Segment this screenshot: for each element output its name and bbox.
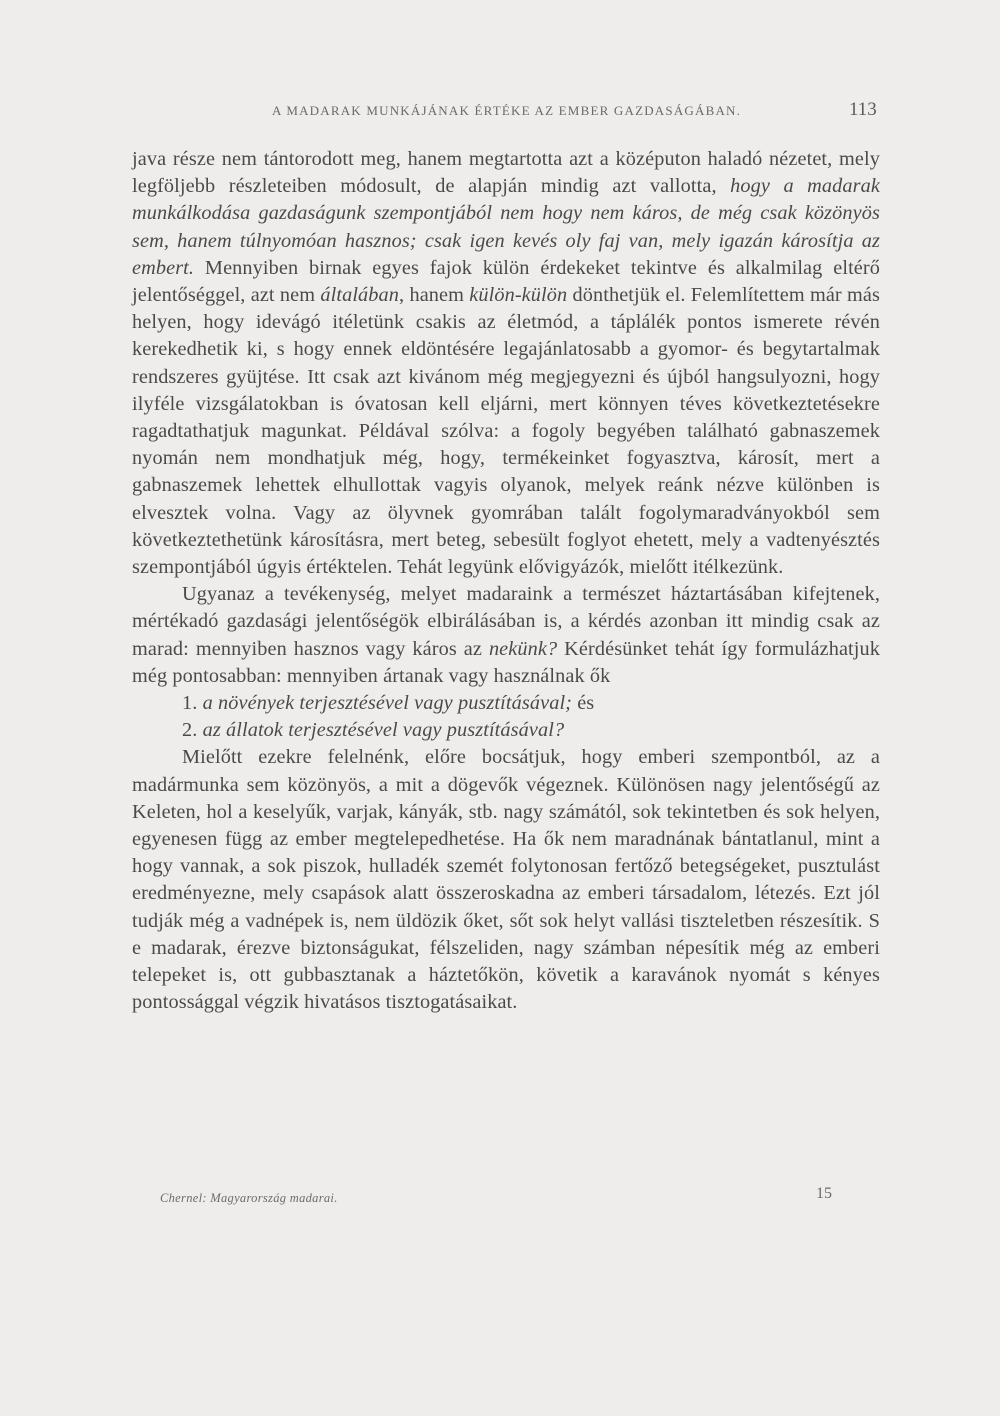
list-item-2 — [132, 717, 880, 744]
list-item-1 — [132, 690, 880, 717]
list-number: 1. — [182, 692, 198, 715]
footnote: Chernel: Magyarország madarai. — [160, 1191, 338, 1205]
text-run: Kérdésünket tehát így formulázhatjuk még pontosabban: mennyiben ártanak vagy használnak ők — [132, 637, 880, 687]
text-run: dönthetjük el. Felemlítettem már más helyen, hogy idevágó itéletünk csakis az életmód, a táplálék pontos ismerete révén kerekedhetik ki, s hogy ennek eldöntésére legajánlatosabb a gyomor- és begytartalmak rendszeres gyüjtése. Itt csak azt kivánom még megjegyezni és újból hangsulyozni, hogy ilyféle vizsgálatokban is óvatosan kell eljárni, mert könnyen téves következtetésekre ragadtathatjuk magunkat. Példával szólva: a fogoly begyében található gabnaszemek nyomán nem mondhatjuk még, hogy, termékeinket fogyasztva, károsít, mert a gabnaszemek lehettek elhullottak vagyis olyanok, melyek reánk nézve különben is elvesztek volna. Vagy az ölyvnek gyomrában talált fogolymaradványokból sem következtethetünk károsításra, mert beteg, sebesült foglyot ehetett, mely a vadtenyésztés szempontjából úgyis értéktelen. Tehát legyünk elővigyázók, mielőtt itélkezünk. — [132, 284, 880, 579]
page-number: 113 — [849, 99, 877, 120]
text-run: Ugyanaz a tevékenység, melyet madaraink a természet háztartásában kifejtenek, mértékadó gazdasági jelentőségök elbirálásában is, a kérdés azonban itt mindig csak az marad: mennyiben hasznos vagy káros az — [132, 583, 880, 660]
running-title: A MADARAK MUNKÁJÁNAK ÉRTÉKE AZ EMBER GAZDASÁGÁBAN. — [272, 103, 742, 118]
text-run: Mennyiben birnak egyes fajok külön érdekeket tekintve és alkalmilag eltérő jelentőséggel, azt nem — [132, 256, 880, 307]
text-run: java része nem tántorodott meg, hanem megtartotta azt a középuton haladó nézetet, mely legföljebb részleteiben módosult, de alapján mindig azt vallotta, — [132, 148, 880, 198]
list-item-text: a növények terjesztésével vagy pusztításával; — [202, 692, 573, 715]
paragraph-2 — [132, 581, 880, 690]
paragraph-1 — [132, 146, 880, 581]
signature-mark: 15 — [816, 1185, 832, 1202]
emphasis-run: hogy a madarak munkálkodása gazdaságunk szempontjából nem hogy nem káros, de még csak közönyös sem, hanem túlnyomóan hasznos; csak igen kevés oly faj van, mely igazán károsítja az embert. — [132, 175, 880, 279]
emphasis-run: nekünk? — [488, 637, 558, 660]
emphasis-run: általában — [320, 284, 400, 307]
list-item-text: az állatok terjesztésével vagy pusztításával? — [202, 719, 565, 742]
paragraph-3: Mielőtt ezekre felelnénk, előre bocsátjuk, hogy emberi szempontból, az a madármunka sem közönyös, a mit a dögevők végeznek. Különösen nagy jelentőségű az Keleten, hol a keselyűk, varjak, kányák, stb. nagy számától, sok tekintetben és sok helyen, egyenesen függ az ember megtelepedhetése. Ha ők nem maradnának bántatlanul, mint a hogy vannak, a sok piszok, hulladék szemét folytonosan fertőző betegségeket, pusztulást eredményezne, mely csapások alatt összeroskadna az emberi társadalom, létezés. Ezt jól tudják még a vadnépek is, nem üldözik őket, sőt sok helyt vallási tiszteletben részesítik. S e madarak, érezve biztonságukat, félszeliden, nagy számban népesítik még az emberi telepeket is, ott gubbasztanak a háztetőkön, követik a karavánok nyomát s kényes pontossággal végzik hivatásos tisztogatásaikat. — [132, 746, 880, 1014]
list-number: 2. — [182, 719, 198, 742]
body-text — [132, 146, 880, 1017]
emphasis-run: külön-külön — [469, 284, 568, 307]
list-item-tail: és — [577, 692, 595, 715]
text-run: , hanem — [399, 284, 470, 307]
